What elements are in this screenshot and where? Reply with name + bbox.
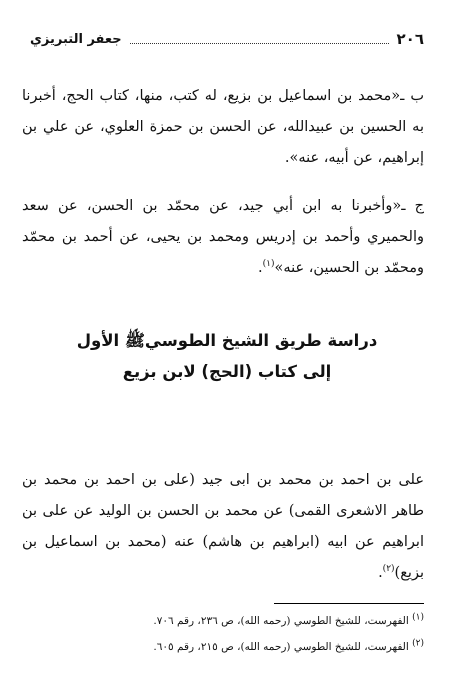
page-number: ٢٠٦: [396, 30, 424, 48]
footnote-marker-1[interactable]: (١): [262, 258, 275, 269]
paragraph-j: ج ـ«وأخبرنا به ابن أبي جيد، عن محمّد بن الحسن، عن سعد والحميري وأحمد بن إدريس ومحمد بن يحيى، عن أحمد بن محمّد ومحمّد بن الحسين، عنه»$^{(١)}$.: [22, 197, 424, 276]
header-dotted-rule: [130, 43, 389, 44]
paragraph-b-text: ب ـ«محمد بن اسماعيل بن بزيع، له كتب، منها، كتاب الحج، أخبرنا به الحسين بن عبيدالله، عن الحسن بن حمزة العلوي، عن علي بن إبراهيم، عن أبيه، عنه».: [22, 87, 424, 166]
footnote-marker-2[interactable]: (٢): [382, 563, 395, 574]
running-header: [30, 28, 424, 50]
footnote-1-text: الفهرست، للشيخ الطوسي (رحمه الله)، ص ٢٣٦، رقم ٧٠٦.: [153, 615, 409, 627]
paragraph-chain-text: على بن احمد بن محمد بن ابى جيد (على بن احمد بن محمد بن طاهر الاشعرى القمى) عن محمد بن الحسن بن الوليد عن على بن ابراهيم عن ابيه (ابراهيم بن هاشم) عنه (محمد بن اسماعيل بن بزيع): [22, 471, 424, 581]
running-title: جعفر التبريزي: [30, 31, 122, 47]
footnote-2: [30, 639, 424, 655]
paragraph-chain: على بن احمد بن محمد بن ابى جيد (على بن احمد بن محمد بن طاهر الاشعرى القمى) عن محمد بن الحسن بن الوليد عن على بن ابراهيم عن ابيه (ابراهيم بن هاشم) عنه (محمد بن اسماعيل بن بزيع)$^{(٢)}$.: [22, 471, 424, 581]
footnote-1-marker: (١): [412, 612, 424, 623]
footnote-separator: [274, 603, 424, 604]
section-heading-line-2: إلى كتاب (الحج) لابن بزيع: [122, 362, 332, 381]
section-heading-line-1: دراسة طريق الشيخ الطوسيﷺ الأول: [76, 331, 378, 350]
footnote-2-marker: (٢): [412, 638, 424, 649]
paragraph-j-text: ج ـ«وأخبرنا به ابن أبي جيد، عن محمّد بن الحسن، عن سعد والحميري وأحمد بن إدريس ومحمد بن يحيى، عن أحمد بن محمّد ومحمّد بن الحسين، عنه»: [22, 197, 424, 276]
footnote-1: [30, 613, 424, 629]
footnote-2-text: الفهرست، للشيخ الطوسي (رحمه الله)، ص ٢١٥، رقم ٦٠٥.: [153, 641, 409, 653]
paragraph-b: [22, 81, 424, 174]
section-heading: [20, 325, 434, 387]
